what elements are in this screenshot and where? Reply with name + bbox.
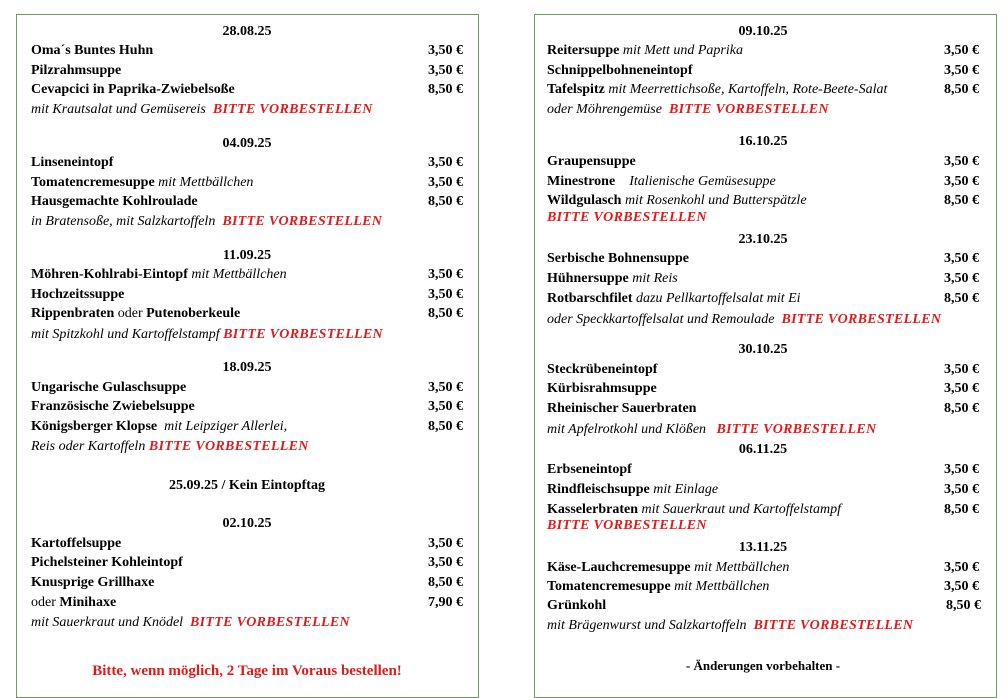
date-heading: 06.11.25 [738,442,788,457]
menu-item: Kartoffelsuppe [31,536,122,551]
menu-item: oder Minihaxe [31,595,117,610]
vorbestellen-label: BITTE VORBESTELLEN [668,102,829,117]
menu-item: Oma´s Buntes Huhn [31,43,154,58]
menu-item: Hühnersuppe mit Reis [547,271,678,286]
price: 3,50 € [944,579,979,594]
menu-item: Hausgemachte Kohlroulade [31,194,198,209]
price: 3,50 € [944,462,979,477]
menu-item: Käse-Lauchcremesuppe mit Mettbällchen [547,560,790,575]
changes-notice: - Änderungen vorbehalten - [685,658,841,673]
menu-item: Rheinischer Sauerbraten [547,401,697,416]
price: 3,50 € [428,555,463,570]
price: 8,50 € [944,291,979,306]
menu-item: Grünkohl [547,598,607,613]
price: 3,50 € [428,287,463,302]
price: 3,50 € [944,362,979,377]
menu-item: Pichelsteiner Kohleintopf [31,555,183,570]
date-heading: 09.10.25 [738,24,788,39]
menu-item: Hochzeitssuppe [31,287,125,302]
vorbestellen-label: BITTE VORBESTELLEN [223,327,383,342]
price: 3,50 € [428,267,463,282]
date-heading: 23.10.25 [738,232,788,247]
menu-item: Minestrone Italienische Gemüsesuppe [547,174,776,189]
menu-item: Erbseneintopf [547,462,632,477]
note-line [547,517,707,535]
vorbestellen-label: BITTE VORBESTELLEN [716,422,877,437]
price: 3,50 € [944,381,979,396]
price: 3,50 € [428,175,463,190]
note-line: oder Speckkartoffelsalat und Remoulade BITTE VORBESTELLEN [547,312,942,327]
price: 3,50 € [944,560,979,575]
menu-item: Schnippelbohneneintopf [547,63,693,78]
menu-item: Pilzrahmsuppe [31,63,122,78]
menu-item: Steckrübeneintopf [547,362,658,377]
price: 8,50 € [428,575,463,590]
vorbestellen-label: BITTE VORBESTELLEN [148,439,309,454]
vorbestellen-label: BITTE VORBESTELLEN [781,312,942,327]
note-line: mit Apfelrotkohl und Klößen BITTE VORBESTELLEN [547,422,877,437]
date-heading: 02.10.25 [222,516,272,531]
price: 3,50 € [428,155,463,170]
note-line: mit Krautsalat und Gemüsereis BITTE VORBESTELLEN [31,102,373,117]
vorbestellen-label: BITTE VORBESTELLEN [190,615,350,630]
note-line: mit Brägenwurst und Salzkartoffeln BITTE VORBESTELLEN [547,618,914,633]
menu-item: Kürbisrahmsuppe [547,381,657,396]
price: 3,50 € [944,63,979,78]
price: 3,50 € [428,536,463,551]
note-line: in Bratensoße, mit Salzkartoffeln BITTE VORBESTELLEN [31,214,383,229]
price: 3,50 € [428,380,463,395]
note-line [547,209,707,227]
menu-item: Reitersuppe mit Mett und Paprika [547,43,743,58]
menu-item: Graupensuppe [547,154,636,169]
vorbestellen-label: BITTE VORBESTELLEN [212,102,373,117]
menu-item: Tomatencremesuppe mit Mettbällchen [31,175,254,190]
price: 3,50 € [428,63,463,78]
price: 8,50 € [428,419,463,434]
price: 8,50 € [944,401,979,416]
price: 3,50 € [944,251,979,266]
note-line: Reis oder Kartoffeln BITTE VORBESTELLEN [31,439,309,454]
menu-item: Tomatencremesuppe mit Mettbällchen [547,579,770,594]
menu-item: Linseneintopf [31,155,114,170]
price: 3,50 € [944,174,979,189]
price: 8,50 € [944,82,979,97]
menu-item: Rippenbraten oder Putenoberkeule [31,306,241,321]
price: 3,50 € [428,399,463,414]
date-heading: 13.11.25 [738,540,788,555]
date-heading: 25.09.25 / Kein Eintopftag [169,478,325,493]
price: 8,50 € [428,306,463,321]
menu-item: Tafelspitz mit Meerrettichsoße, Kartoffeln, Rote-Beete-Salat [547,82,888,97]
vorbestellen-label: BITTE VORBESTELLEN [547,210,707,225]
date-heading: 18.09.25 [222,360,272,375]
menu-item: Kasselerbraten mit Sauerkraut und Kartoffelstampf [547,502,841,517]
note-line: oder Möhrengemüse BITTE VORBESTELLEN [547,102,829,117]
note-line: mit Sauerkraut und Knödel BITTE VORBESTELLEN [31,615,350,630]
price: 3,50 € [944,43,979,58]
price: 8,50 € [944,502,979,517]
date-heading: 11.09.25 [222,248,272,263]
price: 8,50 € [428,82,463,97]
date-heading: 28.08.25 [222,24,272,39]
menu-item: Möhren-Kohlrabi-Eintopf mit Mettbällchen [31,267,287,282]
vorbestellen-label: BITTE VORBESTELLEN [547,518,707,533]
menu-item: Wildgulasch mit Rosenkohl und Butterspätzle [547,193,807,208]
menu-item: Serbische Bohnensuppe [547,251,689,266]
date-heading: 16.10.25 [738,134,788,149]
price: 3,50 € [944,271,979,286]
note-line: mit Spitzkohl und Kartoffelstampf BITTE VORBESTELLEN [31,327,383,342]
menu-item: Rindfleischsuppe mit Einlage [547,482,719,497]
price: 7,90 € [428,595,463,610]
price: 8,50 € [428,194,463,209]
menu-item: Französische Zwiebelsuppe [31,399,195,414]
vorbestellen-label: BITTE VORBESTELLEN [753,618,914,633]
price: 3,50 € [428,43,463,58]
menu-item: Ungarische Gulaschsuppe [31,380,187,395]
menu-item: Cevapcici in Paprika-Zwiebelsoße [31,82,235,97]
menu-item: Königsberger Klopse mit Leipziger Allerlei, [31,419,288,434]
menu-item: Knusprige Grillhaxe [31,575,155,590]
order-notice: Bitte, wenn möglich, 2 Tage im Voraus bestellen! [92,663,402,679]
price: 8,50 € [944,193,979,208]
date-heading: 30.10.25 [738,342,788,357]
price: 3,50 € [944,482,979,497]
price: 8,50 € [946,598,981,613]
menu-item: Rotbarschfilet dazu Pellkartoffelsalat mit Ei [547,291,801,306]
vorbestellen-label: BITTE VORBESTELLEN [222,214,383,229]
price: 3,50 € [944,154,979,169]
date-heading: 04.09.25 [222,136,272,151]
